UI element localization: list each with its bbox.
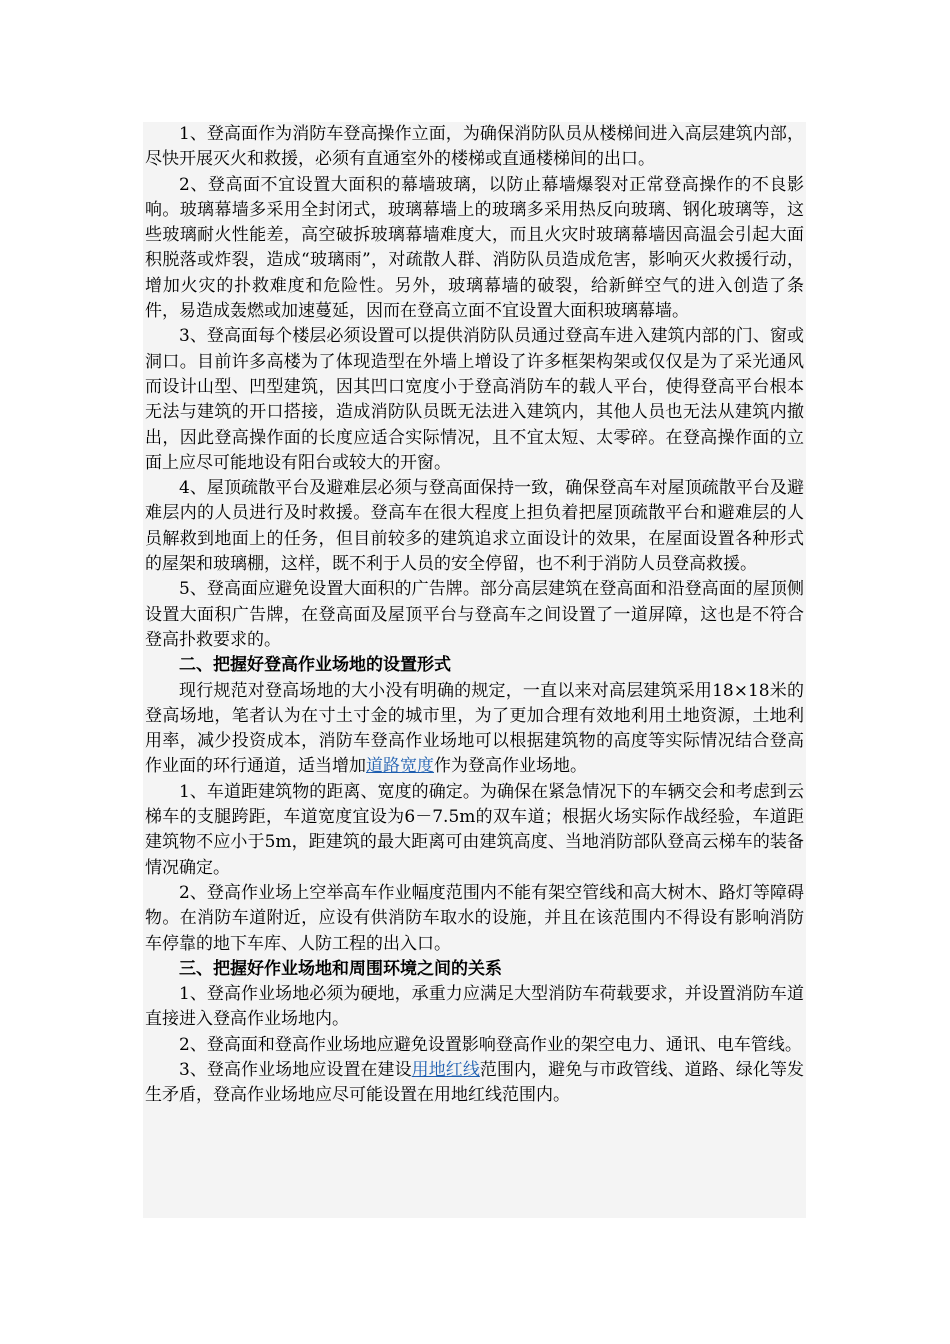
paragraph-5: 5、登高面应避免设置大面积的广告牌。部分高层建筑在登高面和沿登高面的屋顶侧设置大面积广告牌，在登高面及屋顶平台与登高车之间设置了一道屏障，这也是不符合登高扑救要求的。 — [145, 579, 804, 650]
paragraph-6-text-after: 作为登高作业场地。 — [434, 756, 587, 777]
section-heading-2: 二、把握好登高作业场地的设置形式 — [179, 655, 451, 676]
document-body — [143, 122, 806, 1218]
paragraph-6 — [143, 679, 806, 780]
paragraph-4: 4、屋顶疏散平台及避难层必须与登高面保持一致，确保登高车对屋顶疏散平台及避难层内的人员进行及时救援。登高车在很大程度上担负着把屋顶疏散平台和避难层的人员解救到地面上的任务，但目前较多的建筑追求立面设计的效果，在屋面设置各种形式的屋架和玻璃棚，这样，既不利于人员的安全停留，也不利于消防人员登高救援。 — [145, 478, 804, 575]
section-heading-3: 三、把握好作业场地和周围环境之间的关系 — [179, 958, 502, 979]
paragraph-3: 3、登高面每个楼层必须设置可以提供消防队员通过登高车进入建筑内部的门、窗或洞口。目前许多高楼为了体现造型在外墙上增设了许多框架构架或仅仅是为了采光通风而设计山型、凹型建筑，因其凹口宽度小于登高消防车的载人平台，使得登高平台根本无法与建筑的开口搭接，造成消防队员既无法进入建筑内，其他人员也无法从建筑内撤出，因此登高操作面的长度应适合实际情况，且不宜太短、太零碎。在登高操作面的立面上应尽可能地设有阳台或较大的开窗。 — [145, 326, 804, 473]
paragraph-11 — [143, 1058, 806, 1109]
land-redline-link[interactable]: 用地红线 — [411, 1059, 480, 1080]
paragraph-11-text-before: 3、登高作业场地应设置在建设 — [179, 1059, 412, 1080]
paragraph-10: 2、登高面和登高作业场地应避免设置影响登高作业的架空电力、通讯、电车管线。 — [179, 1034, 802, 1055]
paragraph-7: 1、车道距建筑物的距离、宽度的确定。为确保在紧急情况下的车辆交会和考虑到云梯车的支腿跨距，车道宽度宜设为6－7.5m的双车道；根据火场实际作战经验，车道距建筑物不应小于5m，距建筑的最大距离可由建筑高度、当地消防部队登高云梯车的装备情况确定。 — [145, 781, 804, 878]
paragraph-6-text-before: 现行规范对登高场地的大小没有明确的规定，一直以来对高层建筑采用18×18米的登高场地，笔者认为在寸土寸金的城市里，为了更加合理有效地利用土地资源，土地利用率，减少投资成本，消防车登高作业场地可以根据建筑物的高度等实际情况结合登高作业面的环行通道，适当增加 — [145, 680, 804, 777]
paragraph-2: 2、登高面不宜设置大面积的幕墙玻璃，以防止幕墙爆裂对正常登高操作的不良影响。玻璃幕墙多采用全封闭式，玻璃幕墙上的玻璃多采用热反向玻璃、钢化玻璃等，这些玻璃耐火性能差，高空破拆玻璃幕墙难度大，而且火灾时玻璃幕墙因高温会引起大面积脱落或炸裂，造成“玻璃雨”，对疏散人群、消防队员造成危害，影响灭火救援行动，增加火灾的扑救难度和危险性。另外，玻璃幕墙的破裂，给新鲜空气的进入创造了条件，易造成轰燃或加速蔓延，因而在登高立面不宜设置大面积玻璃幕墙。 — [145, 174, 804, 322]
paragraph-9: 1、登高作业场地必须为硬地，承重力应满足大型消防车荷载要求，并设置消防车道直接进入登高作业场地内。 — [145, 984, 804, 1030]
road-width-link[interactable]: 道路宽度 — [366, 756, 434, 777]
paragraph-8: 2、登高作业场上空举高车作业幅度范围内不能有架空管线和高大树木、路灯等障碍物。在消防车道附近，应设有供消防车取水的设施，并且在该范围内不得设有影响消防车停靠的地下车库、人防工程的出入口。 — [145, 882, 804, 954]
paragraph-11-text-after: 范围内，避免与市政管线、道路、绿化等发生矛盾，登高作业场地应尽可能设置在用地红线范围内。 — [145, 1059, 805, 1106]
paragraph-1: 1、登高面作为消防车登高操作立面，为确保消防队员从楼梯间进入高层建筑内部，尽快开展灭火和救援，必须有直通室外的楼梯或直通楼梯间的出口。 — [145, 124, 804, 170]
